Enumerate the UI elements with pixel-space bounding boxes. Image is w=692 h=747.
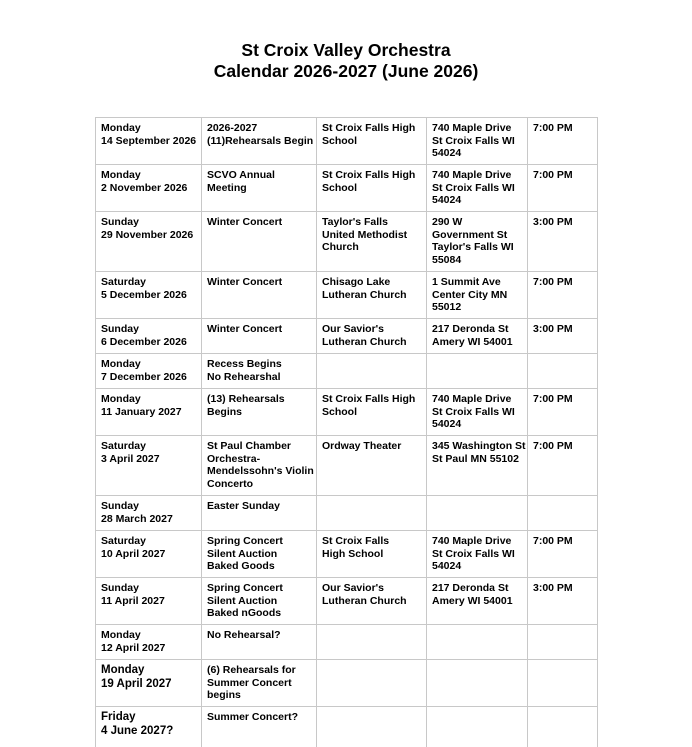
address-cell	[427, 625, 528, 660]
event-cell	[202, 578, 317, 625]
time-cell	[528, 389, 598, 436]
date-cell-line: 11 April 2027	[101, 594, 165, 607]
address-cell	[427, 118, 528, 165]
address-cell	[427, 165, 528, 212]
address-cell-line: St Croix Falls WI	[432, 134, 515, 147]
event-cell	[202, 625, 317, 660]
date-cell	[96, 496, 202, 531]
address-cell	[427, 319, 528, 354]
table-row	[96, 354, 598, 389]
event-cell	[202, 319, 317, 354]
venue-cell	[317, 389, 427, 436]
date-cell-line: 11 January 2027	[101, 405, 182, 418]
event-cell-line: Easter Sunday	[207, 500, 280, 512]
date-cell	[96, 118, 202, 165]
venue-cell	[317, 496, 427, 531]
address-cell	[427, 272, 528, 319]
calendar-table	[95, 117, 598, 747]
table-row	[96, 212, 598, 272]
address-cell-line: 1 Summit Ave	[432, 276, 501, 288]
event-cell-line: Spring Concert	[207, 535, 283, 547]
event-cell	[202, 212, 317, 272]
event-cell-line: Spring Concert	[207, 582, 283, 594]
time-cell	[528, 212, 598, 272]
address-cell	[427, 436, 528, 496]
venue-cell-line: St Croix Falls High	[322, 169, 416, 181]
event-cell-line: Baked nGoods	[207, 607, 282, 620]
venue-cell	[317, 578, 427, 625]
address-cell-line: Amery WI 54001	[432, 335, 513, 348]
event-cell-line: SCVO Annual	[207, 169, 275, 181]
event-cell-line: Summer Concert?	[207, 711, 299, 723]
venue-cell	[317, 118, 427, 165]
table-row	[96, 578, 598, 625]
event-cell-line: Begins	[207, 405, 243, 418]
time-cell	[528, 660, 598, 707]
date-cell-line: Saturday	[101, 276, 146, 288]
date-cell-line: Sunday	[101, 500, 139, 512]
date-cell-line: 6 December 2026	[101, 335, 187, 348]
date-cell-line: 29 November 2026	[101, 228, 194, 241]
time-cell	[528, 319, 598, 354]
date-cell-line: Monday	[101, 122, 141, 134]
event-cell-line: (13) Rehearsals	[207, 393, 285, 405]
venue-cell	[317, 625, 427, 660]
event-cell	[202, 531, 317, 578]
address-cell-line: 55084	[432, 253, 462, 266]
address-cell-line: 217 Deronda St	[432, 582, 509, 594]
date-cell	[96, 660, 202, 707]
address-cell-line: 54024	[432, 560, 462, 573]
time-cell	[528, 578, 598, 625]
venue-cell-line: Our Savior's	[322, 582, 385, 594]
time-cell	[528, 118, 598, 165]
title-line-1: St Croix Valley Orchestra	[241, 40, 451, 60]
address-cell	[427, 531, 528, 578]
address-cell	[427, 660, 528, 707]
venue-cell	[317, 660, 427, 707]
venue-cell-line: Taylor's Falls	[322, 216, 388, 228]
calendar-body	[96, 118, 598, 747]
address-cell-line: 345 Washington St	[432, 440, 526, 452]
event-cell	[202, 354, 317, 389]
address-cell-line: 740 Maple Drive	[432, 393, 512, 405]
address-cell	[427, 496, 528, 531]
event-cell-line: Baked Goods	[207, 560, 275, 573]
address-cell	[427, 389, 528, 436]
table-row	[96, 496, 598, 531]
event-cell-line: Mendelssohn's Violin	[207, 465, 314, 478]
time-cell	[528, 272, 598, 319]
date-cell-line: 5 December 2026	[101, 288, 187, 301]
venue-cell	[317, 319, 427, 354]
venue-cell-line: High School	[322, 547, 384, 560]
event-cell	[202, 389, 317, 436]
address-cell-line: 290 W	[432, 216, 463, 228]
date-cell-line: Saturday	[101, 535, 146, 547]
time-cell-text: 7:00 PM	[533, 393, 573, 405]
date-cell	[96, 165, 202, 212]
date-cell-line: Sunday	[101, 582, 139, 594]
date-cell-line: 2 November 2026	[101, 181, 188, 194]
address-cell-line: 740 Maple Drive	[432, 122, 512, 134]
address-cell	[427, 354, 528, 389]
address-cell-line: St Croix Falls WI	[432, 405, 515, 418]
date-cell-line: 28 March 2027	[101, 512, 173, 525]
event-cell	[202, 165, 317, 212]
date-cell	[96, 212, 202, 272]
title-line-2: Calendar 2026-2027 (June 2026)	[213, 61, 479, 81]
date-cell	[96, 578, 202, 625]
date-cell-line: Monday	[101, 358, 141, 370]
address-cell-line: 54024	[432, 418, 462, 431]
table-row	[96, 272, 598, 319]
event-cell-line: Winter Concert	[207, 216, 283, 228]
date-cell	[96, 272, 202, 319]
date-cell-line: Monday	[101, 629, 141, 641]
event-cell	[202, 118, 317, 165]
table-row	[96, 436, 598, 496]
address-cell-line: St Croix Falls WI	[432, 181, 515, 194]
address-cell-line: St Paul MN 55102	[432, 452, 519, 465]
address-cell-line: 740 Maple Drive	[432, 535, 512, 547]
venue-cell	[317, 354, 427, 389]
date-cell-line: Sunday	[101, 216, 139, 228]
venue-cell-line: St Croix Falls High	[322, 393, 416, 405]
event-cell-line: No Rehearshal	[207, 370, 281, 383]
venue-cell-line: School	[322, 181, 358, 194]
venue-cell	[317, 165, 427, 212]
address-cell-line: Amery WI 54001	[432, 594, 513, 607]
time-cell-text: 3:00 PM	[533, 216, 573, 228]
event-cell	[202, 272, 317, 319]
time-cell-text: 7:00 PM	[533, 440, 573, 452]
venue-cell	[317, 436, 427, 496]
date-cell-line: Sunday	[101, 323, 139, 335]
address-cell-line: Center City MN	[432, 288, 508, 301]
venue-cell-line: Ordway Theater	[322, 440, 402, 452]
time-cell	[528, 531, 598, 578]
date-cell-line: 7 December 2026	[101, 370, 187, 383]
date-cell-line: 10 April 2027	[101, 547, 166, 560]
event-cell	[202, 660, 317, 707]
venue-cell-line: Church	[322, 241, 359, 254]
time-cell	[528, 436, 598, 496]
venue-cell-line: St Croix Falls High	[322, 122, 416, 134]
venue-cell	[317, 212, 427, 272]
date-cell-line: 4 June 2027?	[101, 724, 174, 737]
venue-cell-line: School	[322, 134, 358, 147]
event-cell-line: No Rehearsal?	[207, 629, 281, 641]
event-cell-line: Silent Auction	[207, 547, 278, 560]
date-cell	[96, 319, 202, 354]
address-cell	[427, 212, 528, 272]
date-cell	[96, 625, 202, 660]
time-cell	[528, 625, 598, 660]
event-cell-line: Silent Auction	[207, 594, 278, 607]
date-cell-line: 14 September 2026	[101, 134, 197, 147]
date-cell-line: Monday	[101, 664, 145, 676]
event-cell	[202, 436, 317, 496]
venue-cell-line: Lutheran Church	[322, 594, 407, 607]
date-cell	[96, 389, 202, 436]
time-cell	[528, 496, 598, 531]
event-cell-line: begins	[207, 689, 241, 702]
date-cell-line: Monday	[101, 169, 141, 181]
event-cell-line: Winter Concert	[207, 323, 283, 335]
address-cell-line: 740 Maple Drive	[432, 169, 512, 181]
date-cell-line: Friday	[101, 711, 136, 723]
event-cell-line: Meeting	[207, 181, 247, 194]
address-cell-line: Taylor's Falls WI	[432, 241, 514, 254]
date-cell-line: 12 April 2027	[101, 641, 166, 654]
table-row	[96, 625, 598, 660]
time-cell-text: 7:00 PM	[533, 122, 573, 134]
venue-cell-line: School	[322, 405, 358, 418]
venue-cell	[317, 272, 427, 319]
event-cell-line: Winter Concert	[207, 276, 283, 288]
date-cell-line: 3 April 2027	[101, 452, 160, 465]
address-cell-line: St Croix Falls WI	[432, 547, 515, 560]
time-cell	[528, 165, 598, 212]
date-cell	[96, 436, 202, 496]
time-cell-text: 7:00 PM	[533, 535, 573, 547]
address-cell-line: Government St	[432, 228, 508, 241]
table-row	[96, 165, 598, 212]
event-cell-line: Summer Concert	[207, 676, 292, 689]
time-cell-text: 7:00 PM	[533, 169, 573, 181]
event-cell-line: 2026-2027	[207, 122, 258, 134]
venue-cell-line: Chisago Lake	[322, 276, 391, 288]
time-cell	[528, 354, 598, 389]
date-cell-line: 19 April 2027	[101, 677, 172, 690]
venue-cell-line: St Croix Falls	[322, 535, 390, 547]
event-cell-line: Orchestra-	[207, 452, 261, 465]
event-cell-line: (6) Rehearsals for	[207, 664, 296, 676]
table-row	[96, 660, 598, 707]
table-row	[96, 118, 598, 165]
venue-cell	[317, 531, 427, 578]
venue-cell-line: Lutheran Church	[322, 288, 407, 301]
date-cell-line: Monday	[101, 393, 141, 405]
event-cell-line: Recess Begins	[207, 358, 282, 370]
venue-cell-line: Lutheran Church	[322, 335, 407, 348]
table-row	[96, 389, 598, 436]
event-cell-line: St Paul Chamber	[207, 440, 292, 452]
address-cell-line: 55012	[432, 301, 462, 314]
address-cell	[427, 578, 528, 625]
date-cell	[96, 531, 202, 578]
address-cell-line: 54024	[432, 147, 462, 160]
date-cell	[96, 354, 202, 389]
event-cell	[202, 496, 317, 531]
document-title	[0, 40, 692, 82]
date-cell-line: Saturday	[101, 440, 146, 452]
time-cell-text: 3:00 PM	[533, 582, 573, 594]
table-row	[96, 319, 598, 354]
event-cell-line: (11)Rehearsals Begin	[207, 134, 314, 147]
time-cell-text: 7:00 PM	[533, 276, 573, 288]
venue-cell-line: Our Savior's	[322, 323, 385, 335]
time-cell-text: 3:00 PM	[533, 323, 573, 335]
address-cell-line: 54024	[432, 194, 462, 207]
venue-cell-line: United Methodist	[322, 228, 408, 241]
table-row	[96, 531, 598, 578]
event-cell-line: Concerto	[207, 477, 254, 490]
address-cell-line: 217 Deronda St	[432, 323, 509, 335]
